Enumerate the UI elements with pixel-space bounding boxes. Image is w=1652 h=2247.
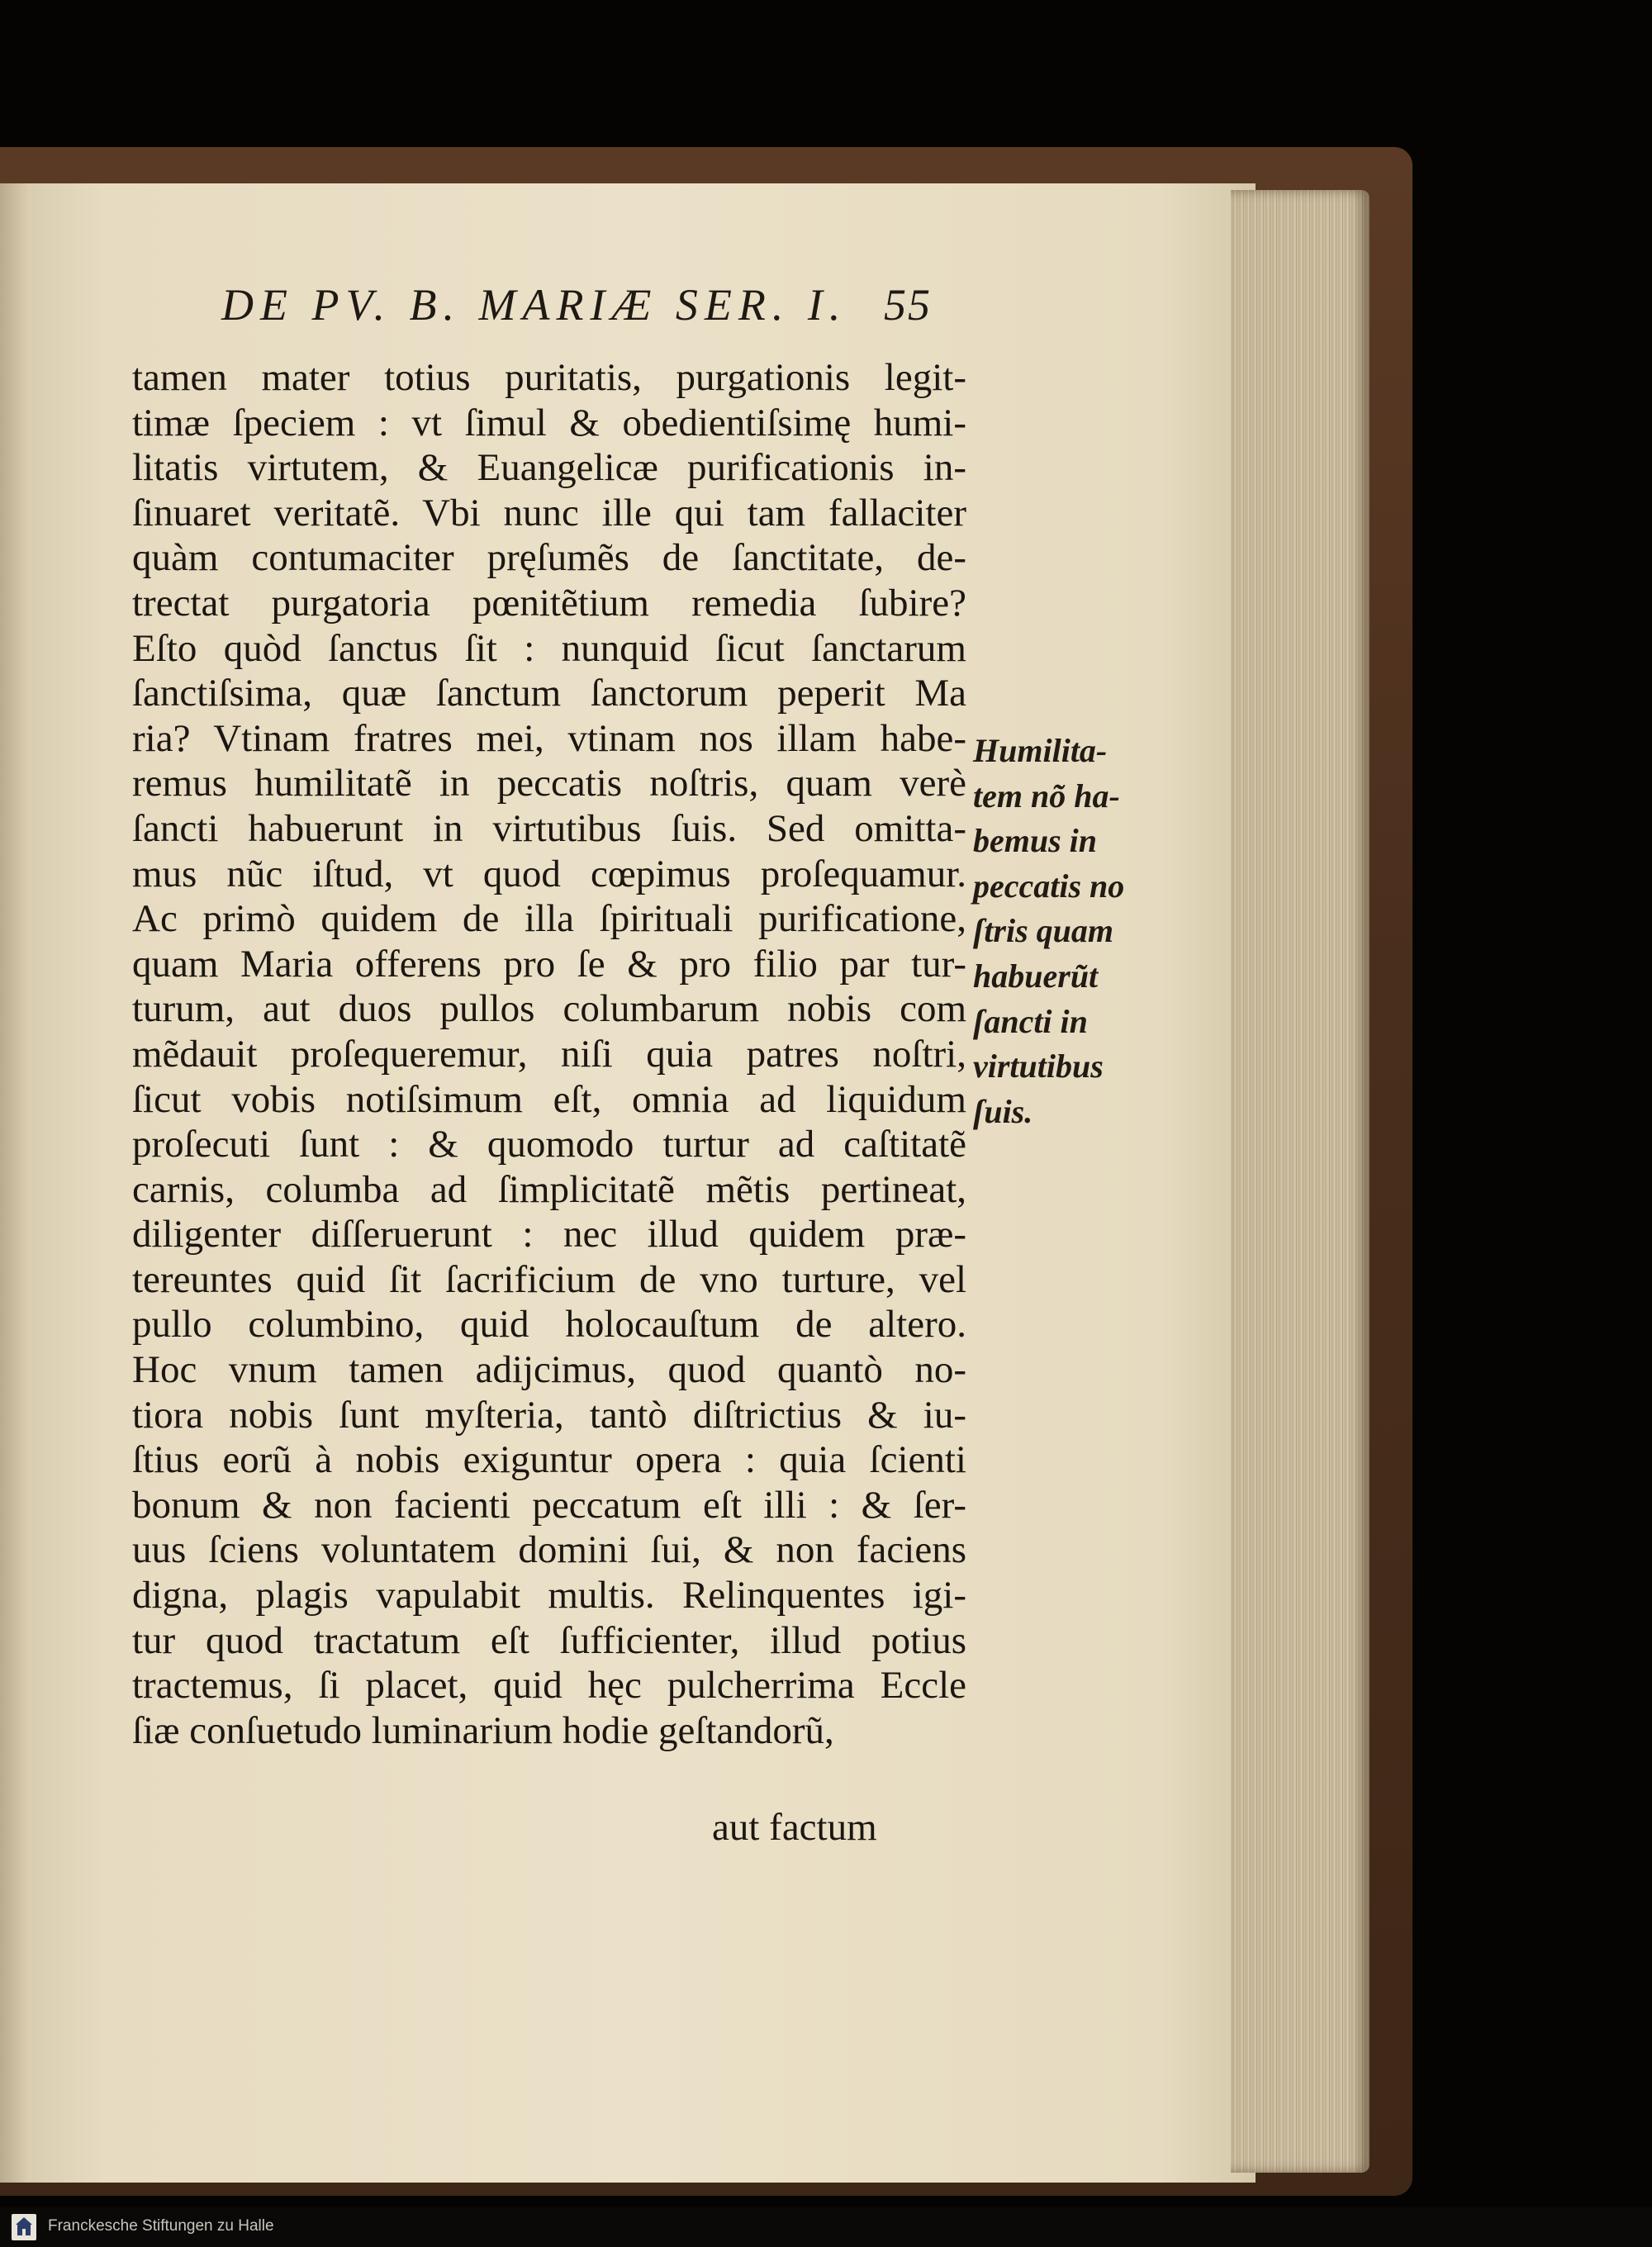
text-line: ſicut vobis notiſsimum eſt, omnia ad liquidum bbox=[132, 1077, 966, 1121]
text-line: uus ſciens voluntatem domini ſui, & non faciens bbox=[132, 1528, 966, 1572]
text-line: ſiæ conſuetudo luminarium hodie geſtandorũ, bbox=[132, 1708, 834, 1752]
facing-page-edge bbox=[0, 183, 31, 2183]
marginal-note-line: virtutibus bbox=[973, 1047, 1104, 1085]
marginal-note bbox=[973, 729, 1163, 1134]
marginal-note-line: ſuis. bbox=[973, 1092, 1033, 1130]
body-text bbox=[132, 355, 966, 1753]
text-line: litatis virtutem, & Euangelicæ purificationis in- bbox=[132, 446, 966, 490]
page-number: 55 bbox=[884, 280, 932, 330]
text-line: tamen mater totius puritatis, purgationis legit- bbox=[132, 356, 966, 399]
text-line: bonum & non facienti peccatum eſt illi : & ſer- bbox=[132, 1483, 966, 1527]
text-line: ſancti habuerunt in virtutibus ſuis. Sed omitta- bbox=[132, 806, 966, 850]
marginal-note-line: peccatis no bbox=[973, 867, 1125, 905]
running-head-title: DE PV. B. MARIÆ SER. I. bbox=[221, 280, 847, 330]
institution-logo-icon bbox=[12, 2214, 36, 2240]
text-line: tur quod tractatum eſt ſufficienter, illud potius bbox=[132, 1618, 966, 1662]
text-line: ſtius eorũ à nobis exiguntur opera : quia ſcienti bbox=[132, 1438, 966, 1482]
running-head bbox=[221, 279, 932, 345]
text-line: proſecuti ſunt : & quomodo turtur ad caſtitatẽ bbox=[132, 1123, 966, 1166]
text-line: ria? Vtinam fratres mei, vtinam nos illam habe- bbox=[132, 716, 966, 760]
marginal-note-line: habuerũt bbox=[973, 957, 1099, 995]
text-line: pullo columbino, quid holocauſtum de altero. bbox=[132, 1303, 966, 1347]
text-line: trectat purgatoria pœnitẽtium remedia ſubire? bbox=[132, 581, 966, 625]
text-line: quam Maria offerens pro ſe & pro filio par tur- bbox=[132, 942, 966, 986]
catchword: aut factum bbox=[712, 1806, 877, 1849]
text-line: tiora nobis ſunt myſteria, tantò diſtrictius & iu- bbox=[132, 1393, 966, 1437]
marginal-note-line: ſtris quam bbox=[973, 912, 1114, 950]
text-line: tractemus, ſi placet, quid hęc pulcherrima Eccle bbox=[132, 1664, 966, 1708]
marginal-note-line: tem nõ ha- bbox=[973, 777, 1120, 815]
text-line: Eſto quòd ſanctus ſit : nunquid ſicut ſanctarum bbox=[132, 626, 966, 670]
text-line: mus nũc iſtud, vt quod cœpimus proſequamur. bbox=[132, 852, 966, 895]
footer-institution-name: Franckesche Stiftungen zu Halle bbox=[48, 2217, 274, 2235]
text-line: ſinuaret veritatẽ. Vbi nunc ille qui tam fallaciter bbox=[132, 491, 966, 534]
text-line: mẽdauit proſequeremur, niſi quia patres noſtri, bbox=[132, 1032, 966, 1076]
text-line: remus humilitatẽ in peccatis noſtris, quam verè bbox=[132, 762, 966, 805]
marginal-note-line: ſancti in bbox=[973, 1002, 1088, 1040]
text-line: carnis, columba ad ſimplicitatẽ mẽtis pertineat, bbox=[132, 1167, 966, 1211]
marginal-note-line: bemus in bbox=[973, 822, 1098, 860]
text-line: diligenter diſſeruerunt : nec illud quidem præ- bbox=[132, 1213, 966, 1257]
text-line: Hoc vnum tamen adijcimus, quod quantò no- bbox=[132, 1348, 966, 1392]
footer-bar bbox=[0, 2207, 1652, 2247]
text-line: ſanctiſsima, quæ ſanctum ſanctorum peperit Ma bbox=[132, 672, 966, 715]
text-line: digna, plagis vapulabit multis. Relinquentes igi- bbox=[132, 1574, 966, 1618]
marginal-note-line: Humilita- bbox=[973, 732, 1108, 769]
text-line: timæ ſpeciem : vt ſimul & obedientiſsimę humi- bbox=[132, 401, 966, 444]
page-block-edges bbox=[1231, 190, 1370, 2173]
text-line: tereuntes quid ſit ſacrificium de vno turture, vel bbox=[132, 1257, 966, 1301]
text-line: turum, aut duos pullos columbarum nobis com bbox=[132, 987, 966, 1031]
text-line: quàm contumaciter pręſumẽs de ſanctitate, de- bbox=[132, 536, 966, 580]
text-line: Ac primò quidem de illa ſpirituali purificatione, bbox=[132, 897, 966, 941]
